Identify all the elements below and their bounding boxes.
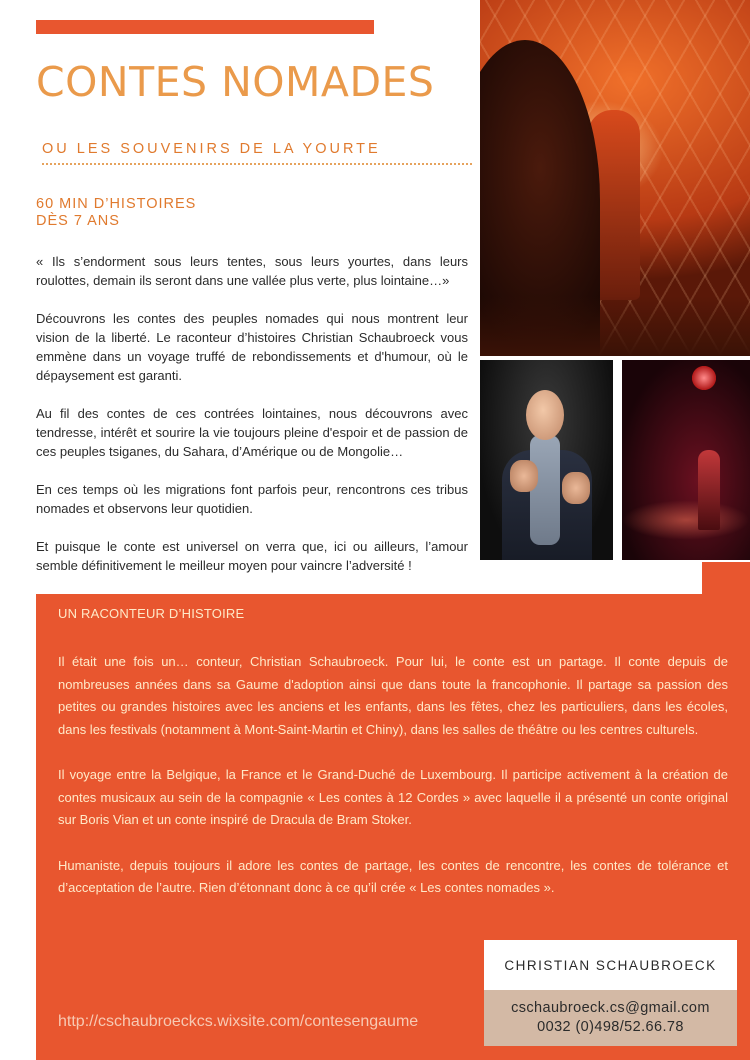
- phone-number: 0032 (0)498/52.66.78: [537, 1019, 684, 1035]
- contact-details-box: [484, 990, 737, 1046]
- top-accent-bar: [36, 20, 374, 34]
- website-link[interactable]: http://cschaubroeckcs.wixsite.com/contesengaume: [58, 1013, 419, 1030]
- intro-paragraph: Découvrons les contes des peuples nomades qui nous montrent leur vision de la liberté. Le raconteur d’histoires Christian Schaubroeck vous emmène dans un voyage truffé de rebondissements et d'humour, où le dépaysement est garanti.: [36, 311, 468, 383]
- page-subtitle: OU LES SOUVENIRS DE LA YOURTE: [42, 141, 381, 157]
- intro-paragraph: En ces temps où les migrations font parfois peur, rencontrons ces tribus nomades et observons leur quotidien.: [36, 482, 468, 516]
- intro-text: [36, 252, 468, 594]
- yurt-performance-photo: [480, 0, 750, 356]
- contact-name: CHRISTIAN SCHAUBROECK: [504, 957, 717, 973]
- duration-info: [36, 196, 196, 230]
- bio-heading: UN RACONTEUR D’HISTOIRE: [58, 606, 245, 621]
- email-link[interactable]: cschaubroeck.cs@gmail.com: [511, 1000, 710, 1016]
- duration-line: 60 MIN D’HISTOIRES: [36, 196, 197, 212]
- bio-text: [58, 651, 728, 923]
- age-line: DÈS 7 ANS: [36, 213, 120, 229]
- stage-performance-photo: [622, 360, 750, 560]
- dotted-divider: [42, 163, 472, 165]
- intro-quote: « Ils s’endorment sous leurs tentes, sous leurs yourtes, dans leurs roulottes, demain ils seront dans une vallée plus verte, plus lointaine…»: [36, 254, 468, 288]
- bio-paragraph: Il voyage entre la Belgique, la France et le Grand-Duché de Luxembourg. Il participe activement à la création de contes musicaux au sein de la compagnie « Les contes à 12 Cordes » avec laquelle il a présenté un conte original sur Boris Vian et un conte inspiré de Dracula de Bram Stoker.: [58, 767, 728, 827]
- storyteller-portrait-photo: [480, 360, 613, 560]
- bio-paragraph: Humaniste, depuis toujours il adore les contes de partage, les contes de rencontre, les contes de tolérance et d’acceptation de l’autre. Rien d’étonnant donc à ce qu’il crée « Les contes nomades ».: [58, 857, 728, 895]
- intro-paragraph: Au fil des contes de ces contrées lointaines, nous découvrons avec tendresse, intérêt et sourire la vie toujours pleine d'espoir et de passion de ces peuples tsiganes, du Sahara, d’Amérique ou de Mongolie…: [36, 406, 468, 459]
- contact-name-box: [484, 940, 737, 990]
- bio-paragraph: Il était une fois un… conteur, Christian Schaubroeck. Pour lui, le conte est un partage. Il conte depuis de nombreuses années dans sa Gaume d'adoption ainsi que dans toute la francophonie. Il partage sa passion des petites ou grandes histoires avec les anciens et les enfants, dans les fêtes, chez les particuliers, dans les écoles, dans les festivals (notamment à Mont-Saint-Martin et Chiny), dans les salles de théâtre ou les centres culturels.: [58, 654, 728, 737]
- orange-corner-accent: [702, 562, 750, 596]
- page-title: CONTES NOMADES: [36, 58, 435, 106]
- intro-paragraph: Et puisque le conte est universel on verra que, ici ou ailleurs, l’amour semble définitivement le meilleur moyen pour vaincre l’adversité !: [36, 539, 468, 573]
